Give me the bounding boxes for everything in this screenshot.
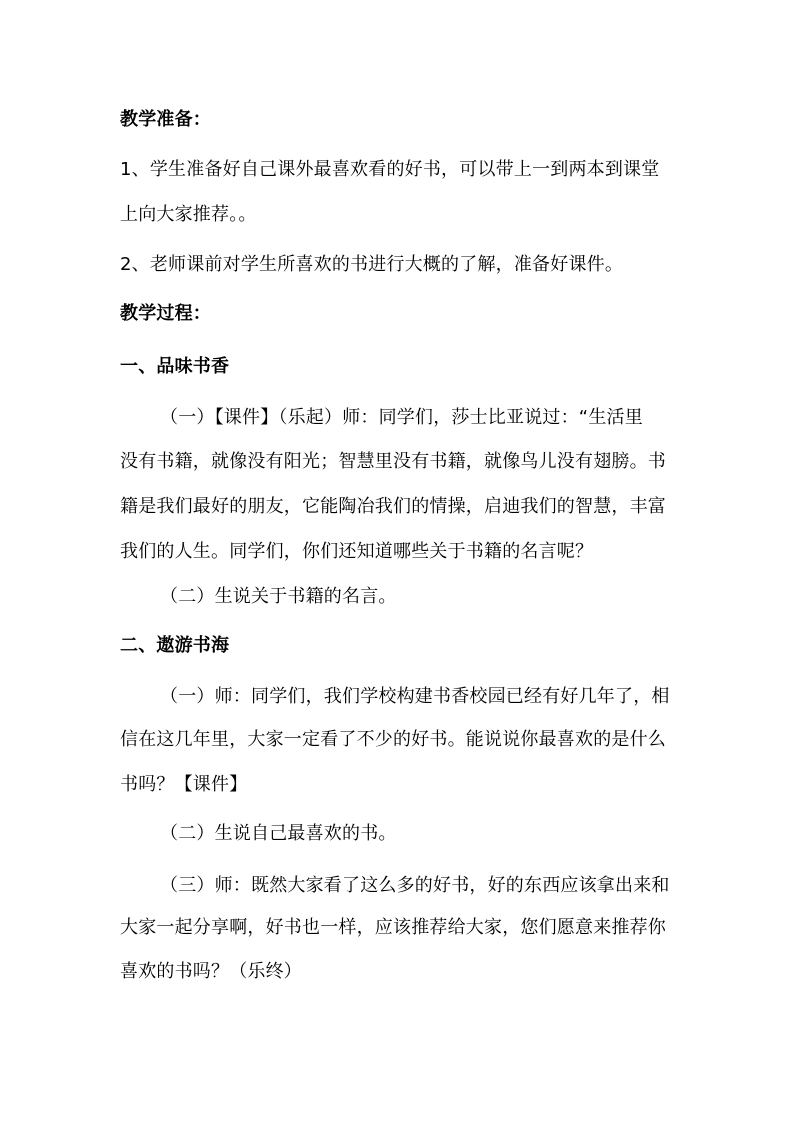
part-1-para-1-line-1: （一）【课件】（乐起）师：同学们，莎士比亚说过：“生活里 xyxy=(160,407,643,428)
prep-item-1-line-1: 1、学生准备好自己课外最喜欢看的好书，可以带上一到两本到课堂 xyxy=(120,159,660,180)
part-2-para-3-line-3: 喜欢的书吗？（乐终） xyxy=(120,961,302,982)
part-2-heading: 二、遨游书海 xyxy=(120,635,230,656)
part-2-para-2: （二）生说自己最喜欢的书。 xyxy=(160,823,397,844)
part-1-heading: 一、品味书香 xyxy=(120,356,230,377)
part-2-para-1-line-3: 书吗？【课件】 xyxy=(120,774,248,795)
prep-item-1-line-2: 上向大家推荐。。 xyxy=(120,204,257,225)
part-2-para-1-line-2: 信在这几年里，大家一定看了不少的好书。能说说你最喜欢的是什么 xyxy=(120,729,666,750)
part-1-para-1-line-3: 籍是我们最好的朋友，它能陶冶我们的情操，启迪我们的智慧，丰富 xyxy=(120,496,666,517)
part-1-para-1-line-4: 我们的人生。同学们，你们还知道哪些关于书籍的名言呢？ xyxy=(120,541,594,562)
part-1-para-1-line-2: 没有书籍，就像没有阳光；智慧里没有书籍，就像鸟儿没有翅膀。书 xyxy=(120,451,666,472)
part-1-para-2: （二）生说关于书籍的名言。 xyxy=(160,586,397,607)
process-heading: 教学过程： xyxy=(120,303,211,324)
part-2-para-3-line-1: （三）师：既然大家看了这么多的好书，好的东西应该拿出来和 xyxy=(160,875,670,896)
part-2-para-1-line-1: （一）师：同学们，我们学校构建书香校园已经有好几年了，相 xyxy=(160,686,670,707)
part-2-para-3-line-2: 大家一起分享啊，好书也一样，应该推荐给大家，您们愿意来推荐你 xyxy=(120,917,666,938)
prep-item-2: 2、老师课前对学生所喜欢的书进行大概的了解，准备好课件。 xyxy=(120,254,624,275)
prep-heading: 教学准备： xyxy=(120,109,211,130)
